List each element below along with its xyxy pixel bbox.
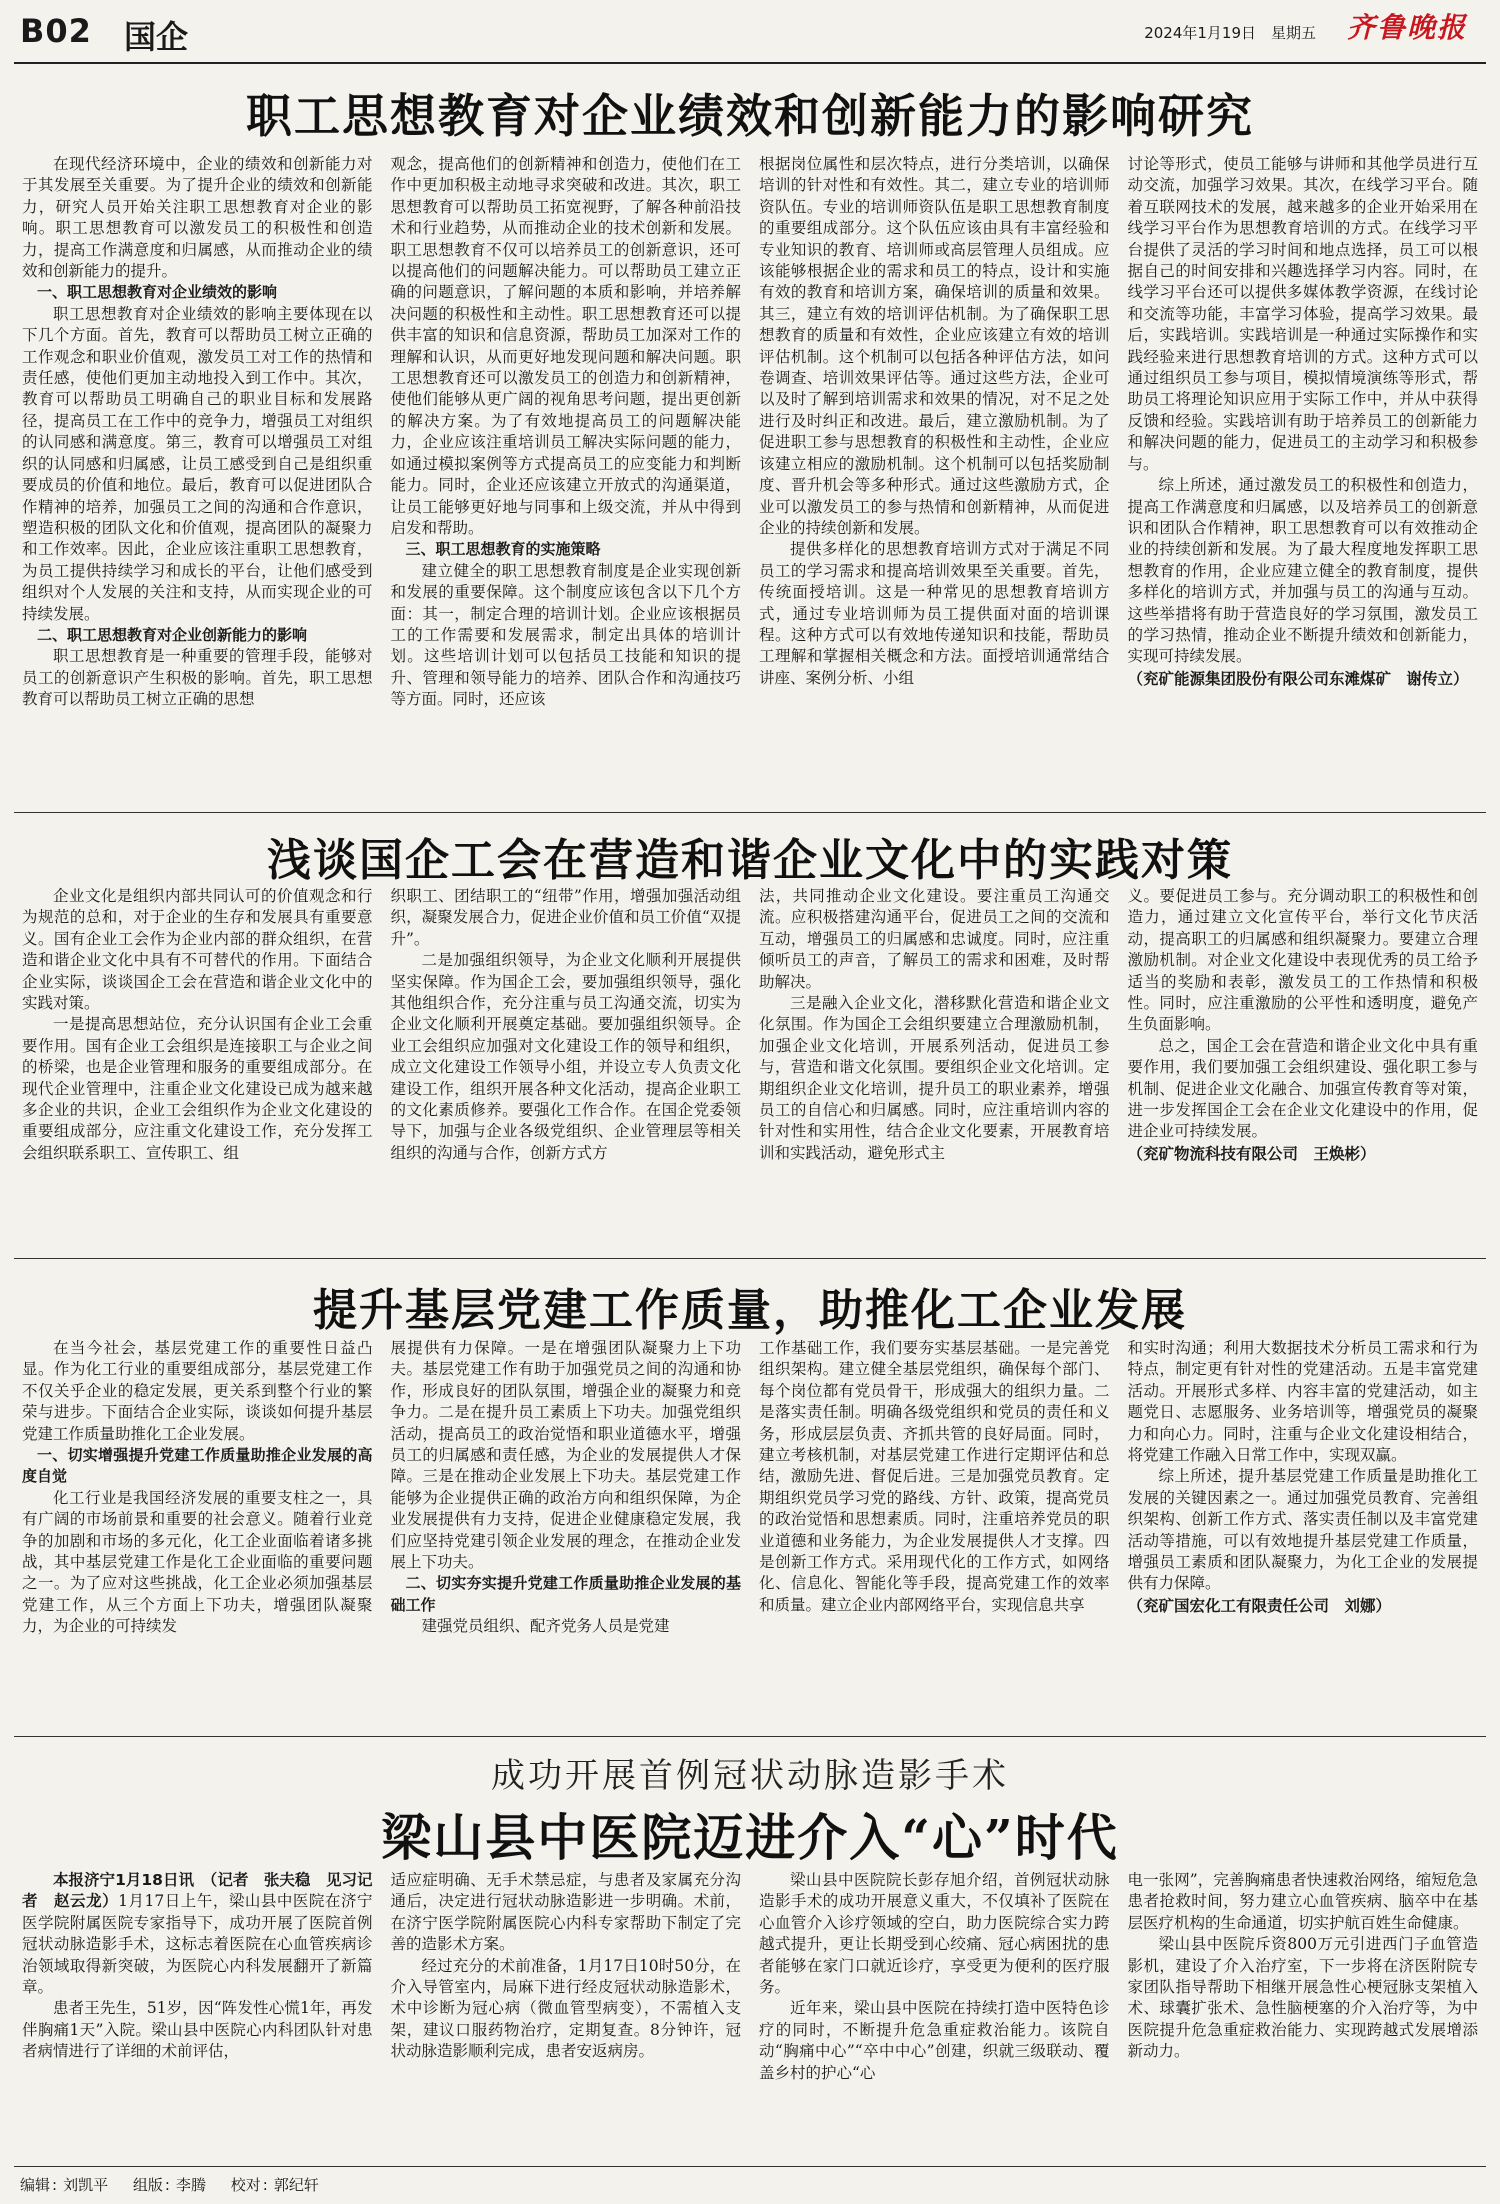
section-name: 国企 [124,18,189,56]
section-divider [14,812,1486,813]
author-byline: （兖矿物流科技有限公司 王焕彬） [1127,1143,1376,1163]
body-paragraph: 展提供有力保障。一是在增强团队凝聚力上下功夫。基层党建工作有助于加强党员之间的沟通和协作，形成良好的团队氛围，增强企业的凝聚力和竞争力。二是在提升员工素质上下功夫。加强党组织活动，提高员工的政治觉悟和职业道德水平，增强员工的归属感和责任感，为企业的发展提供人才保障。三是在推动企业发展上下功夫。基层党建工作能够为企业提供正确的政治方向和组织保障，为企业发展提供有力支持，促进企业健康稳定发展，我们应坚持党建引领企业发展的理念，在推动企业发展上下功夫。 [390,1339,741,1572]
body-paragraph: 工作基础工作，我们要夯实基层基础。一是完善党组织架构。建立健全基层党组织，确保每个部门、每个岗位都有党员骨干，形成强大的组织力量。二是落实责任制。明确各级党组织和党员的责任和义务，形成层层负责、齐抓共管的良好局面。同时，建立考核机制，对基层党建工作进行定期评估和总结，激励先进、督促后进。三是加强党员教育。定期组织党员学习党的路线、方针、政策，提高党员的政治觉悟和思想素质。同时，注重培养党员的职业道德和业务能力，为企业发展提供人才支撑。四是创新工作方式。采用现代化的工作方式，如网络化、信息化、智能化等手段，提高党建工作的效率和质量。建立企业内部网络平台，实现信息共享 [759,1339,1110,1614]
dateline: 本报济宁1月18日讯 （记者 张夫稳 见习记者 赵云龙） [22,1871,373,1911]
issue-weekday: 星期五 [1270,24,1316,42]
page-footer: 编辑 : 刘凯平 组版 : 李腾 校对 : 郭纪轩 [14,2166,1486,2198]
newspaper-logo: 齐鲁晚报 [1346,11,1467,44]
editor-label: 编辑 [20,2176,51,2194]
article-body [22,1338,1478,1734]
body-paragraph: 建强党员组织、配齐党务人员是党建 [421,1617,670,1636]
body-paragraph: 职工思想教育是一种重要的管理手段，能够对员工的创新意识产生积极的影响。首先，职工思想教育可以帮助员工树立正确的思想 [22,647,373,709]
section-divider [14,1736,1486,1737]
layout-name: 李腾 [175,2176,206,2194]
body-paragraph: 在现代经济环境中，企业的绩效和创新能力对于其发展至关重要。为了提升企业的绩效和创新能力，研究人员开始关注职工思想教育对企业的影响。职工思想教育可以激发员工的积极性和创造力，提高工作满意度和归属感，从而推动企业的绩效和创新能力的提升。 [22,155,373,281]
article-body [22,886,1478,1256]
body-paragraph: 职工思想教育对企业绩效的影响主要体现在以下几个方面。首先，教育可以帮助员工树立正确的工作观念和职业价值观，激发员工对工作的热情和责任感，使他们更加主动地投入到工作中。其次，教育可以帮助员工明确自己的职业目标和发展路径，提高员工在工作中的竞争力，增强员工对组织的认同感和满意度。第三，教育可以增强员工对组织的认同感和归属感，让员工感受到自己是组织重要成员的价值和地位。最后，教育可以促进团队合作精神的培养，加强员工之间的沟通和合作意识，塑造积极的团队文化和价值观，提高团队的凝聚力和工作效率。因此，企业应该注重职工思想教育，为员工提供持续学习和成长的平台，让他们感受到组织对个人发展的关注和支持，从而实现企业的可持续发展。 [22,304,373,623]
layout-label: 组版 [132,2176,163,2194]
body-paragraph: 织职工、团结职工的“纽带”作用，增强加强活动组织，凝聚发展合力，促进企业价值和员工价值“双提升”。 [390,887,741,948]
article-title: 提升基层党建工作质量，助推化工企业发展 [313,1285,1187,1336]
article-body [22,154,1478,808]
body-paragraph: 企业文化是组织内部共同认可的价值观念和行为规范的总和，对于企业的生存和发展具有重要意义。国有企业工会作为企业内部的群众组织，在营造和谐企业文化中具有不可替代的作用。下面结合企业实际，谈谈国企工会在营造和谐企业文化中的实践对策。 [22,887,373,1013]
author-byline: （兖矿能源集团股份有限公司东滩煤矿 谢传立） [1127,668,1469,688]
text-column [759,1870,1110,2160]
body-paragraph: 近年来，梁山县中医院在持续打造中医特色诊疗的同时，不断提升危急重症救治能力。该院自动“胸痛中心”“卒中中心”创建，织就三级联动、覆盖乡村的护心“心 [759,1999,1110,2082]
issue-date: 2024年1月19日 [1144,24,1256,42]
author-signature [1128,668,1479,690]
article-hospital-news [22,1738,1478,2164]
section-subheading: 一、职工思想教育对企业绩效的影响 [37,283,278,302]
body-paragraph: 综上所述，通过激发员工的积极性和创造力，提高工作满意度和归属感，以及培养员工的创新意识和团队合作精神，职工思想教育可以有效推动企业的持续创新和发展。为了最大程度地发挥职工思想教育的作用，企业应建立健全的教育制度，提供多样化的培训方式，并加强与员工的沟通与互动。这些举措将有助于营造良好的学习氛围，激发员工的学习热情，推动企业不断提升绩效和创新能力，实现可持续发展。 [1127,476,1478,666]
text-column [759,886,1110,1256]
article-kicker: 成功开展首例冠状动脉造影手术 [491,1756,1009,1796]
author-signature [1128,1595,1479,1617]
body-paragraph: 建立健全的职工思想教育制度是企业实现创新和发展的重要保障。这个制度应该包含以下几个方面：其一，制定合理的培训计划。企业应该根据员工的工作需要和发展需求，制定出具体的培训计划。这些培训计划可以包括员工技能和知识的提升、管理和领导能力的培养、团队合作和沟通技巧等方面。同时，还应该 [390,561,741,709]
body-paragraph: 患者王先生，51岁，因“阵发性心慌1年，再发伴胸痛1天”入院。梁山县中医院心内科团队针对患者病情进行了详细的术前评估， [22,1999,373,2061]
article-title: 梁山县中医院迈进介入“心”时代 [381,1808,1119,1867]
article-title: 职工思想教育对企业绩效和创新能力的影响研究 [246,89,1254,143]
body-paragraph: 在当今社会，基层党建工作的重要性日益凸显。作为化工行业的重要组成部分，基层党建工作不仅关乎企业的稳定发展，更关系到整个行业的繁荣与进步。下面结合企业实际，谈谈如何提升基层党建工作质量助推化工企业发展。 [22,1339,373,1443]
body-paragraph: 讨论等形式，使员工能够与讲师和其他学员进行互动交流，加强学习效果。其次，在线学习平台。随着互联网技术的发展，越来越多的企业开始采用在线学习平台作为思想教育培训的方式。在线学习平台提供了灵活的学习时间和地点选择，员工可以根据自己的时间安排和兴趣选择学习内容。同时，在线学习平台还可以提供多媒体教学资源，在线讨论和交流等功能，丰富学习体验，提高学习效果。最后，实践培训。实践培训是一种通过实际操作和实践经验来进行思想教育培训的方式。这种方式可以通过组织员工参与项目，模拟情境演练等形式，帮助员工将理论知识应用于实际工作中，并从中获得反馈和经验。实践培训有助于培养员工的创新能力和解决问题的能力，促进员工的主动学习和积极参与。 [1127,155,1478,473]
text-column [22,1338,373,1734]
body-paragraph: 二是加强组织领导，为企业文化顺利开展提供坚实保障。作为国企工会，要加强组织领导，强化其他组织合作，充分注重与员工沟通交流，切实为企业文化顺利开展奠定基础。要加强组织领导。企业工会组织应加强对文化建设工作的领导和组织，成立文化建设工作领导小组，并设立专人负责文化建设工作，组织开展各种文化活动，提高企业职工的文化素质修养。要强化工作合作。在国企党委领导下，加强与企业各级党组织、企业管理层等相关组织的沟通与合作，创新方式方 [390,951,741,1162]
body-paragraph: 适应症明确、无手术禁忌症，与患者及家属充分沟通后，决定进行冠状动脉造影进一步明确。术前，在济宁医学院附属医院心内科专家帮助下制定了完善的造影术方案。 [390,1871,741,1954]
section-subheading: 二、职工思想教育对企业创新能力的影响 [37,625,308,644]
body-paragraph: 和实时沟通；利用大数据技术分析员工需求和行为特点，制定更有针对性的党建活动。五是丰富党建活动。开展形式多样、内容丰富的党建活动，如主题党日、志愿服务、业务培训等，增强党员的凝聚力和向心力。同时，注重与企业文化建设相结合，将党建工作融入日常工作中，实现双赢。 [1127,1339,1478,1465]
author-byline: （兖矿国宏化工有限责任公司 刘娜） [1127,1595,1392,1615]
section-subheading: 二、切实夯实提升党建工作质量助推企业发展的基础工作 [390,1574,741,1614]
section-subheading: 三、职工思想教育的实施策略 [405,540,601,559]
text-column [1128,1338,1479,1734]
dateline-paragraph [22,1870,373,1998]
text-column [391,1338,742,1734]
section-subheading: 一、切实增强提升党建工作质量助推企业发展的高度自觉 [22,1446,373,1486]
body-paragraph: 法，共同推动企业文化建设。要注重员工沟通交流。应积极搭建沟通平台，促进员工之间的交流和互动，增强员工的归属感和忠诚度。同时，应注重倾听员工的声音，了解员工的需求和困难，及时帮助解决。 [759,887,1110,991]
body-paragraph: 总之，国企工会在营造和谐企业文化中具有重要作用，我们要加强工会组织建设、强化职工参与机制、促进企业文化融合、加强宣传教育等对策，进一步发挥国企工会在企业文化建设中的作用，促进企业可持续发展。 [1127,1036,1478,1141]
text-column [1128,154,1479,808]
body-paragraph: 化工行业是我国经济发展的重要支柱之一，具有广阔的市场前景和重要的社会意义。随着行业竞争的加剧和市场的多元化，化工企业面临着诸多挑战，其中基层党建工作是化工企业面临的重要问题之一。为了应对这些挑战，化工企业必须加强基层党建工作，从三个方面上下功夫，增强团队凝聚力，为企业的可持续发 [22,1488,373,1636]
article-party-building [22,1260,1478,1738]
body-paragraph: 根据岗位属性和层次特点，进行分类培训，以确保培训的针对性和有效性。其二，建立专业的培训师资队伍。专业的培训师资队伍是职工思想教育制度的重要组成部分。这个队伍应该由具有丰富经验和专业知识的教育、培训师或高层管理人员组成。应该能够根据企业的需求和员工的特点，设计和实施有效的教育和培训方案，确保培训的质量和效果。其三，建立有效的培训评估机制。为了确保职工思想教育的质量和有效性，企业应该建立有效的培训评估机制。这个机制可以包括各种评估方法，如问卷调查、培训效果评估等。通过这些方法，企业可以及时了解到培训需求和效果的情况，对不足之处进行及时纠正和改进。最后，建立激励机制。为了促进职工参与思想教育的积极性和主动性，企业应该建立相应的激励机制。这个机制可以包括奖励制度、晋升机会等多种形式。通过这些激励方式，企业可以激发员工的参与热情和创新精神，从而促进企业的持续创新和发展。 [759,155,1110,537]
body-paragraph: 电一张网”，完善胸痛患者快速救治网络，缩短危急患者抢救时间，努力建立心血管疾病、脑卒中在基层医疗机构的生命通道，切实护航百姓生命健康。 [1127,1871,1478,1932]
lead-text: 1月17日上午，梁山县中医院在济宁医学院附属医院专家指导下，成功开展了医院首例冠状动脉造影手术，这标志着医院在心血管疾病诊治领域取得新突破，为医院心内科发展翻开了新篇章。 [22,1892,373,1997]
text-column [391,154,742,808]
author-signature [1128,1143,1479,1165]
text-column [759,154,1110,808]
body-paragraph: 提供多样化的思想教育培训方式对于满足不同员工的学习需求和提高培训效果至关重要。首先，传统面授培训。这是一种常见的思想教育培训方式，通过专业培训师为员工提供面对面的培训课程。这种方式可以有效地传递知识和技能，帮助员工理解和掌握相关概念和方法。面授培训通常结合讲座、案例分析、小组 [759,540,1110,687]
body-paragraph: 综上所述，提升基层党建工作质量是助推化工发展的关键因素之一。通过加强党员教育、完善组织架构、创新工作方式、落实责任制以及丰富党建活动等措施，可以有效地提升基层党建工作质量，增强员工素质和团队凝聚力，为化工企业的发展提供有力保障。 [1127,1467,1478,1593]
body-paragraph: 观念，提高他们的创新精神和创造力，使他们在工作中更加积极主动地寻求突破和改进。其次，职工思想教育可以帮助员工拓宽视野，了解各种前沿技术和行业趋势，从而推动企业的技术创新和发展。职工思想教育不仅可以培养员工的创新意识，还可以提高他们的问题解决能力。可以帮助员工建立正确的问题意识，了解问题的本质和影响，并培养解决问题的积极性和主动性。职工思想教育还可以提供丰富的知识和信息资源，帮助员工加深对工作的理解和认识，从而更好地发现问题和解决问题。职工思想教育还可以激发员工的创造力和创新精神，使他们能够从更广阔的视角思考问题，提出更创新的解决方案。为了有效地提高员工的问题解决能力，企业应该注重培训员工解决实际问题的能力，如通过模拟案例等方式提高员工的应变能力和判断能力。同时，企业还应该建立开放式的沟通渠道，让员工能够更好地与同事和上级交流，并从中得到启发和帮助。 [390,155,741,537]
text-column [22,886,373,1256]
body-paragraph: 梁山县中医院斥资800万元引进西门子血管造影机，建设了介入治疗室，下一步将在济医附院专家团队指导帮助下相继开展急性心梗冠脉支架植入术、球囊扩张术、急性脑梗塞的介入治疗等，为中医院提升危急重症救治能力、实现跨越式发展增添新动力。 [1127,1935,1478,2061]
article-employee-education [22,66,1478,814]
text-column [22,1870,373,2160]
proof-name: 郭纪轩 [273,2176,319,2194]
text-column [22,154,373,808]
text-column [391,1870,742,2160]
body-paragraph: 经过充分的术前准备，1月17日10时50分，在介入导管室内，局麻下进行经皮冠状动脉造影术，术中诊断为冠心病（微血管型病变），不需植入支架，建议口服药物治疗，定期复查。8分钟许，冠状动脉造影顺利完成，患者安返病房。 [390,1956,741,2061]
text-column [391,886,742,1256]
article-title: 浅谈国企工会在营造和谐企业文化中的实践对策 [267,835,1233,886]
proof-label: 校对 [230,2176,261,2194]
text-column [1128,1870,1479,2160]
page-header [14,0,1486,64]
article-body [22,1870,1478,2160]
body-paragraph: 梁山县中医院院长彭存旭介绍，首例冠状动脉造影手术的成功开展意义重大，不仅填补了医院在心血管介入诊疗领域的空白，助力医院综合实力跨越式提升，更让长期受到心绞痛、冠心病困扰的患者能够在家门口就近诊疗，享受更为便利的医疗服务。 [759,1871,1110,1997]
editor-name: 刘凯平 [63,2176,109,2194]
text-column [759,1338,1110,1734]
page-code: B02 [20,12,92,50]
body-paragraph: 一是提高思想站位，充分认识国有企业工会重要作用。国有企业工会组织是连接职工与企业之间的桥梁，也是企业管理和服务的重要组成部分。在现代企业管理中，注重企业文化建设已成为越来越多企业的共识，企业工会组织作为企业文化建设的重要组成部分，应注重文化建设工作，充分发挥工会组织联系职工、宣传职工、组 [22,1015,373,1162]
section-divider [14,1258,1486,1259]
article-union-culture [22,814,1478,1260]
text-column [1128,886,1479,1256]
body-paragraph: 义。要促进员工参与。充分调动职工的积极性和创造力，通过建立文化宣传平台，举行文化节庆活动，提高职工的归属感和组织凝聚力。要建立合理激励机制。对企业文化建设中表现优秀的员工给予适当的奖励和表彰，激发员工的工作热情和积极性。同时，应注重激励的公平性和透明度，避免产生负面影响。 [1127,887,1478,1034]
body-paragraph: 三是融入企业文化，潜移默化营造和谐企业文化氛围。作为国企工会组织要建立合理激励机制，加强企业文化培训，开展系列活动，促进员工参与，营造和谐文化氛围。要组织企业文化培训。定期组织企业文化培训，提升员工的职业素养，增强员工的自信心和归属感。同时，应注重培训内容的针对性和实用性，结合企业文化要素，开展教育培训和实践活动，避免形式主 [759,994,1110,1162]
